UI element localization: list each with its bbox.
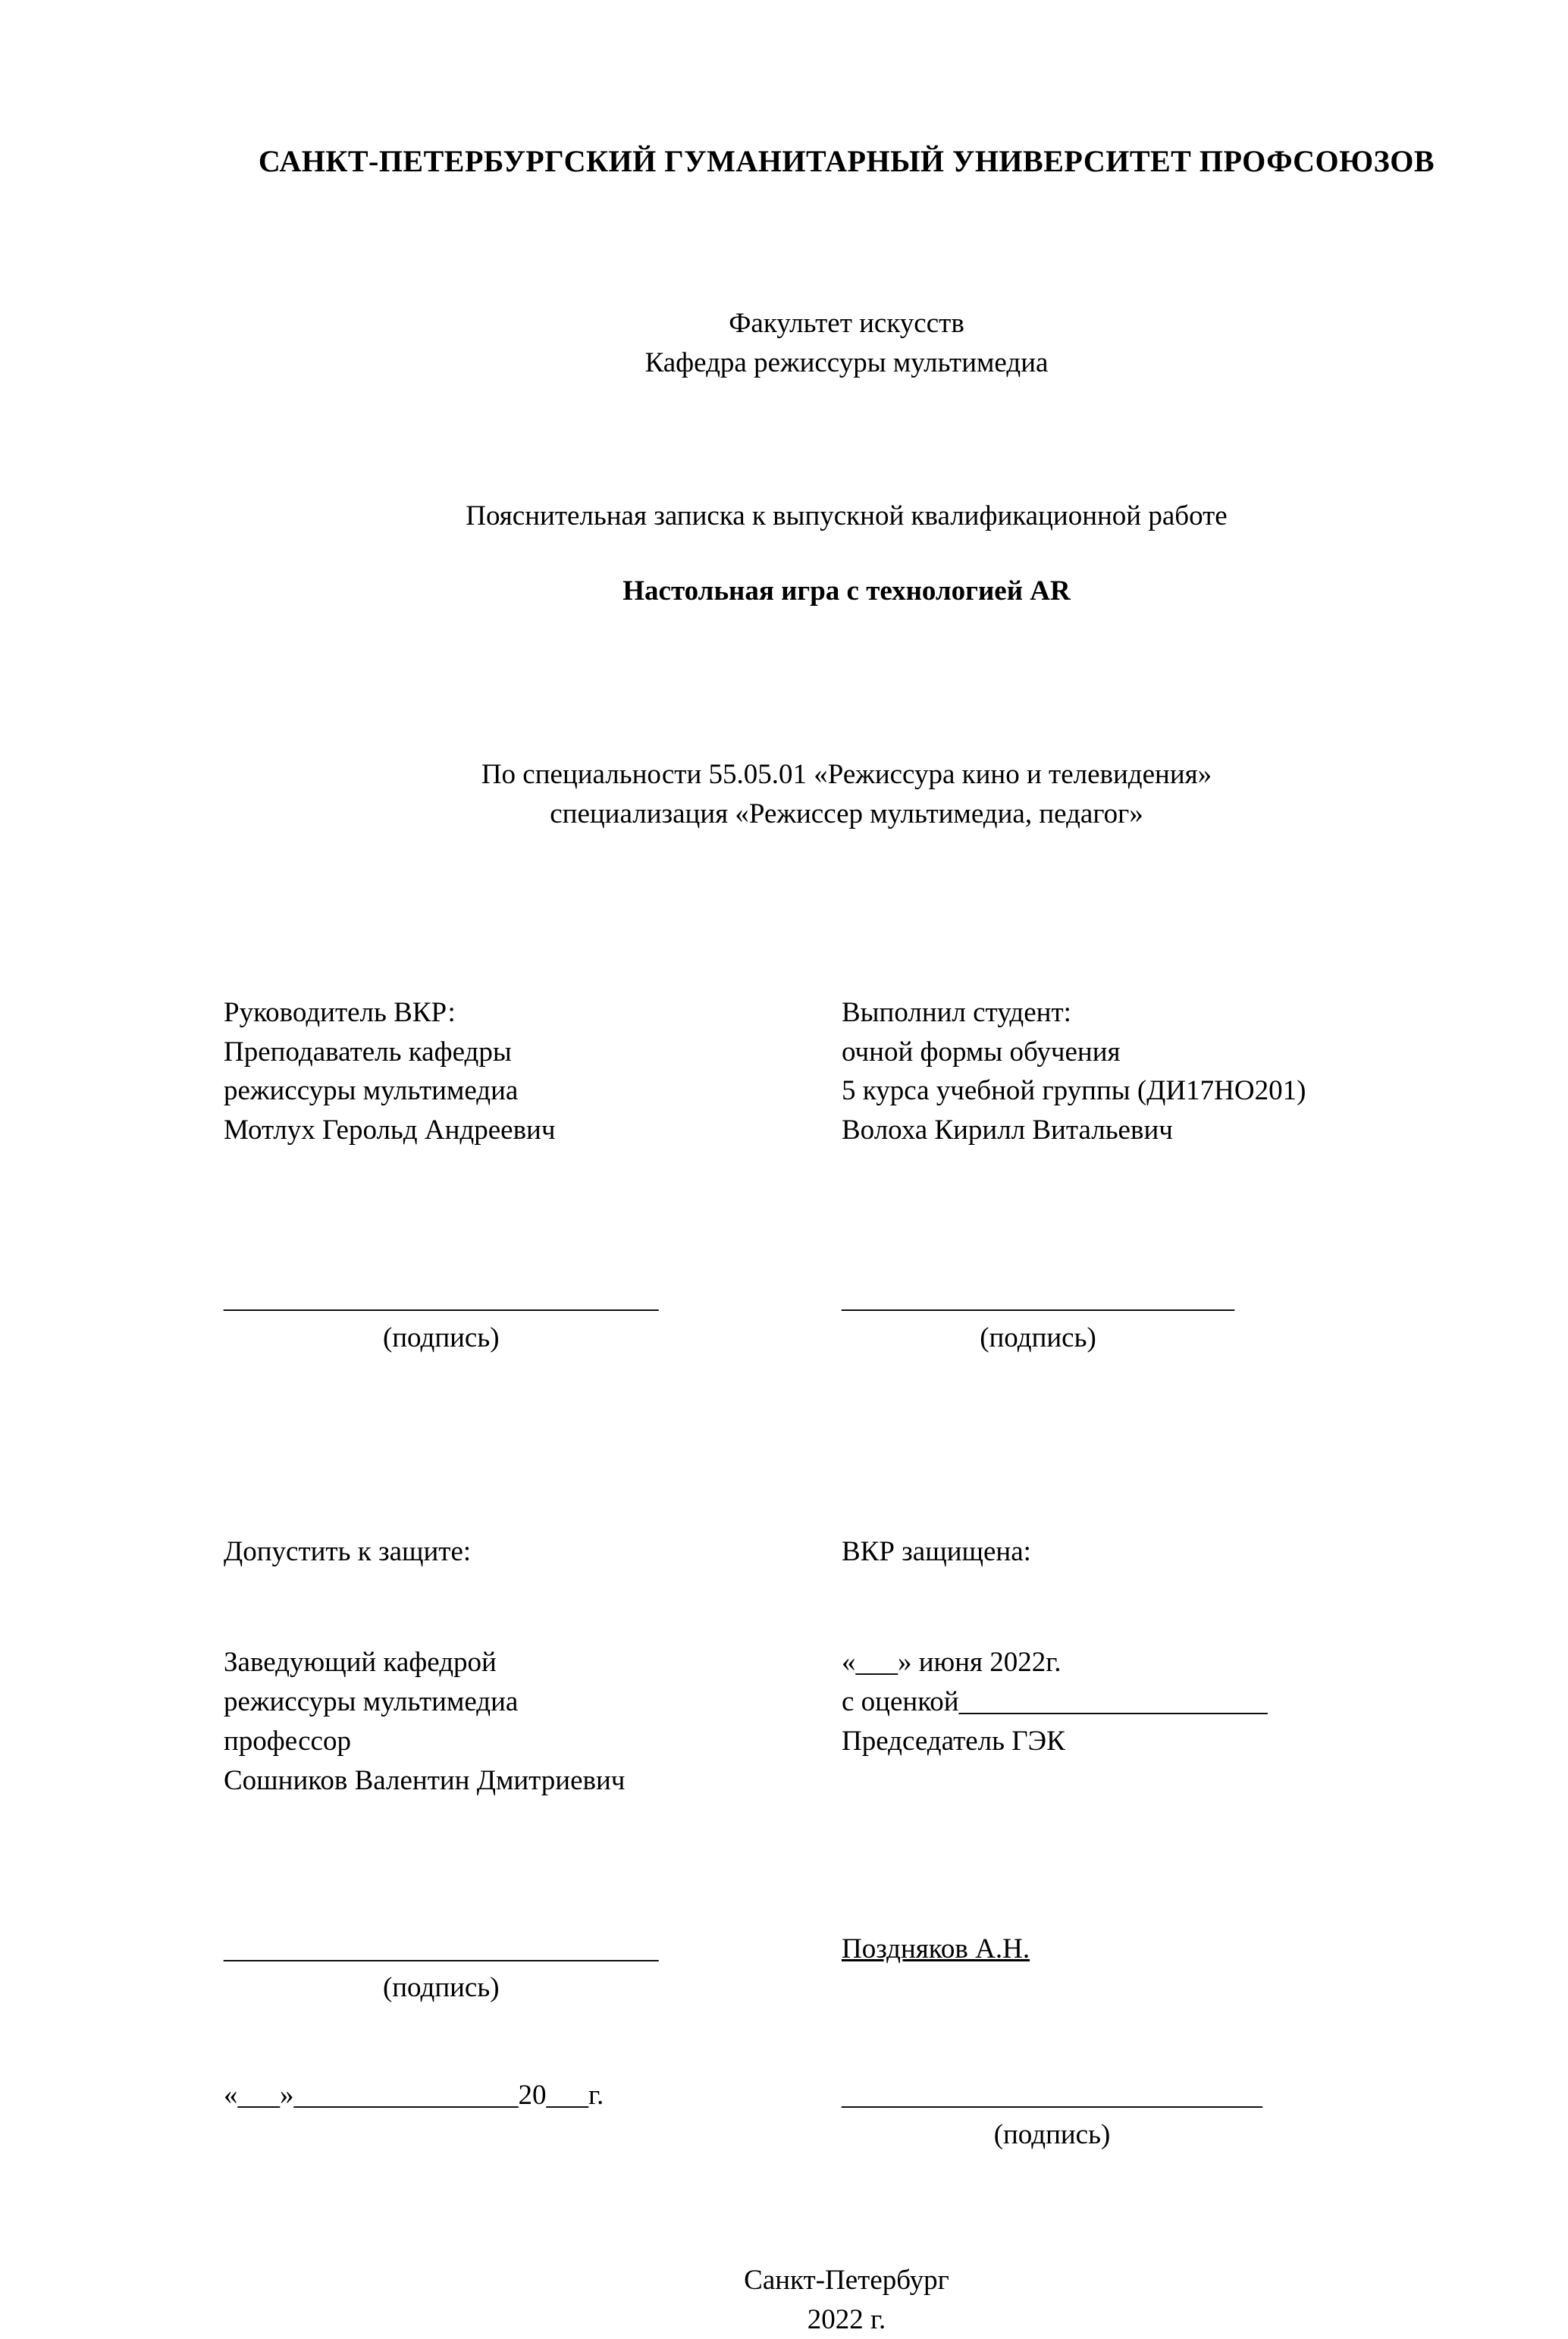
chair-label: Председатель ГЭК (842, 1725, 1065, 1757)
head-signature-line: _______________________________ (224, 1933, 659, 1964)
head-signature-block (224, 1930, 659, 2008)
signature-row-1 (224, 1279, 1469, 1358)
thesis-title: Настольная игра с технологией AR (622, 575, 1071, 607)
student-column (842, 993, 1469, 1150)
supervisor-label: Руководитель ВКР: (224, 996, 456, 1028)
defense-date: «___» июня 2022г. (842, 1647, 1062, 1679)
head-signature-caption: (подпись) (382, 1972, 500, 2004)
people-block (224, 993, 1469, 1150)
head-name: Сошников Валентин Дмитриевич (224, 1764, 626, 1796)
supervisor-position-1: Преподаватель кафедры (224, 1036, 512, 1068)
student-signature-caption: (подпись) (980, 1322, 1096, 1353)
defense-column (842, 1643, 1469, 1761)
head-position-3: профессор (224, 1725, 351, 1757)
supervisor-column (224, 993, 842, 1150)
student-label: Выполнил студент: (842, 996, 1071, 1028)
chair-signature-block (842, 2076, 1262, 2155)
student-signature-line: ____________________________ (842, 1282, 1234, 1314)
supervisor-signature-block (224, 1279, 659, 1358)
supervisor-name: Мотлух Герольд Андреевич (224, 1115, 556, 1146)
admit-date-line: «___»________________20___г. (224, 2080, 604, 2112)
defended-label: ВКР защищена: (842, 1535, 1031, 1567)
signature-row-2 (224, 1930, 1469, 2008)
student-info-1: очной формы обучения (842, 1036, 1121, 1068)
chair-signature-caption: (подпись) (993, 2118, 1111, 2150)
specialty-line-1: По специальности 55.05.01 «Режиссура кино и телевидения» (481, 759, 1212, 791)
faculty-line: Факультет искусств (729, 308, 964, 339)
approval-block (224, 1643, 1469, 1800)
admit-label: Допустить к защите: (224, 1535, 472, 1567)
supervisor-signature-caption: (подпись) (382, 1322, 500, 1353)
university-title: САНКТ-ПЕТЕРБУРГСКИЙ ГУМАНИТАРНЫЙ УНИВЕРСИТЕТ ПРОФСОЮЗОВ (258, 144, 1435, 178)
signature-row-3 (224, 2076, 1469, 2155)
head-position-2: режиссуры мультимедиа (224, 1686, 519, 1718)
city-line: Санкт-Петербург (744, 2264, 949, 2296)
status-labels-row (224, 1532, 1469, 1572)
student-info-2: 5 курса учебной группы (ДИ17НО201) (842, 1075, 1306, 1107)
year-line: 2022 г. (807, 2303, 886, 2335)
supervisor-position-2: режиссуры мультимедиа (224, 1075, 519, 1107)
head-column (224, 1643, 842, 1800)
specialty-line-2: специализация «Режиссер мультимедиа, педагог» (550, 798, 1143, 829)
grade-line: с оценкой______________________ (842, 1686, 1268, 1718)
student-signature-block (842, 1279, 1234, 1358)
student-name: Волоха Кирилл Витальевич (842, 1115, 1173, 1146)
chair-signature-line: ______________________________ (842, 2080, 1262, 2112)
doc-type-line: Пояснительная записка к выпускной квалификационной работе (466, 500, 1228, 531)
department-line: Кафедра режиссуры мультимедиа (644, 346, 1049, 378)
chair-name: Поздняков А.Н. (842, 1933, 1030, 1964)
supervisor-signature-line: _______________________________ (224, 1282, 659, 1314)
head-position-1: Заведующий кафедрой (224, 1647, 497, 1679)
